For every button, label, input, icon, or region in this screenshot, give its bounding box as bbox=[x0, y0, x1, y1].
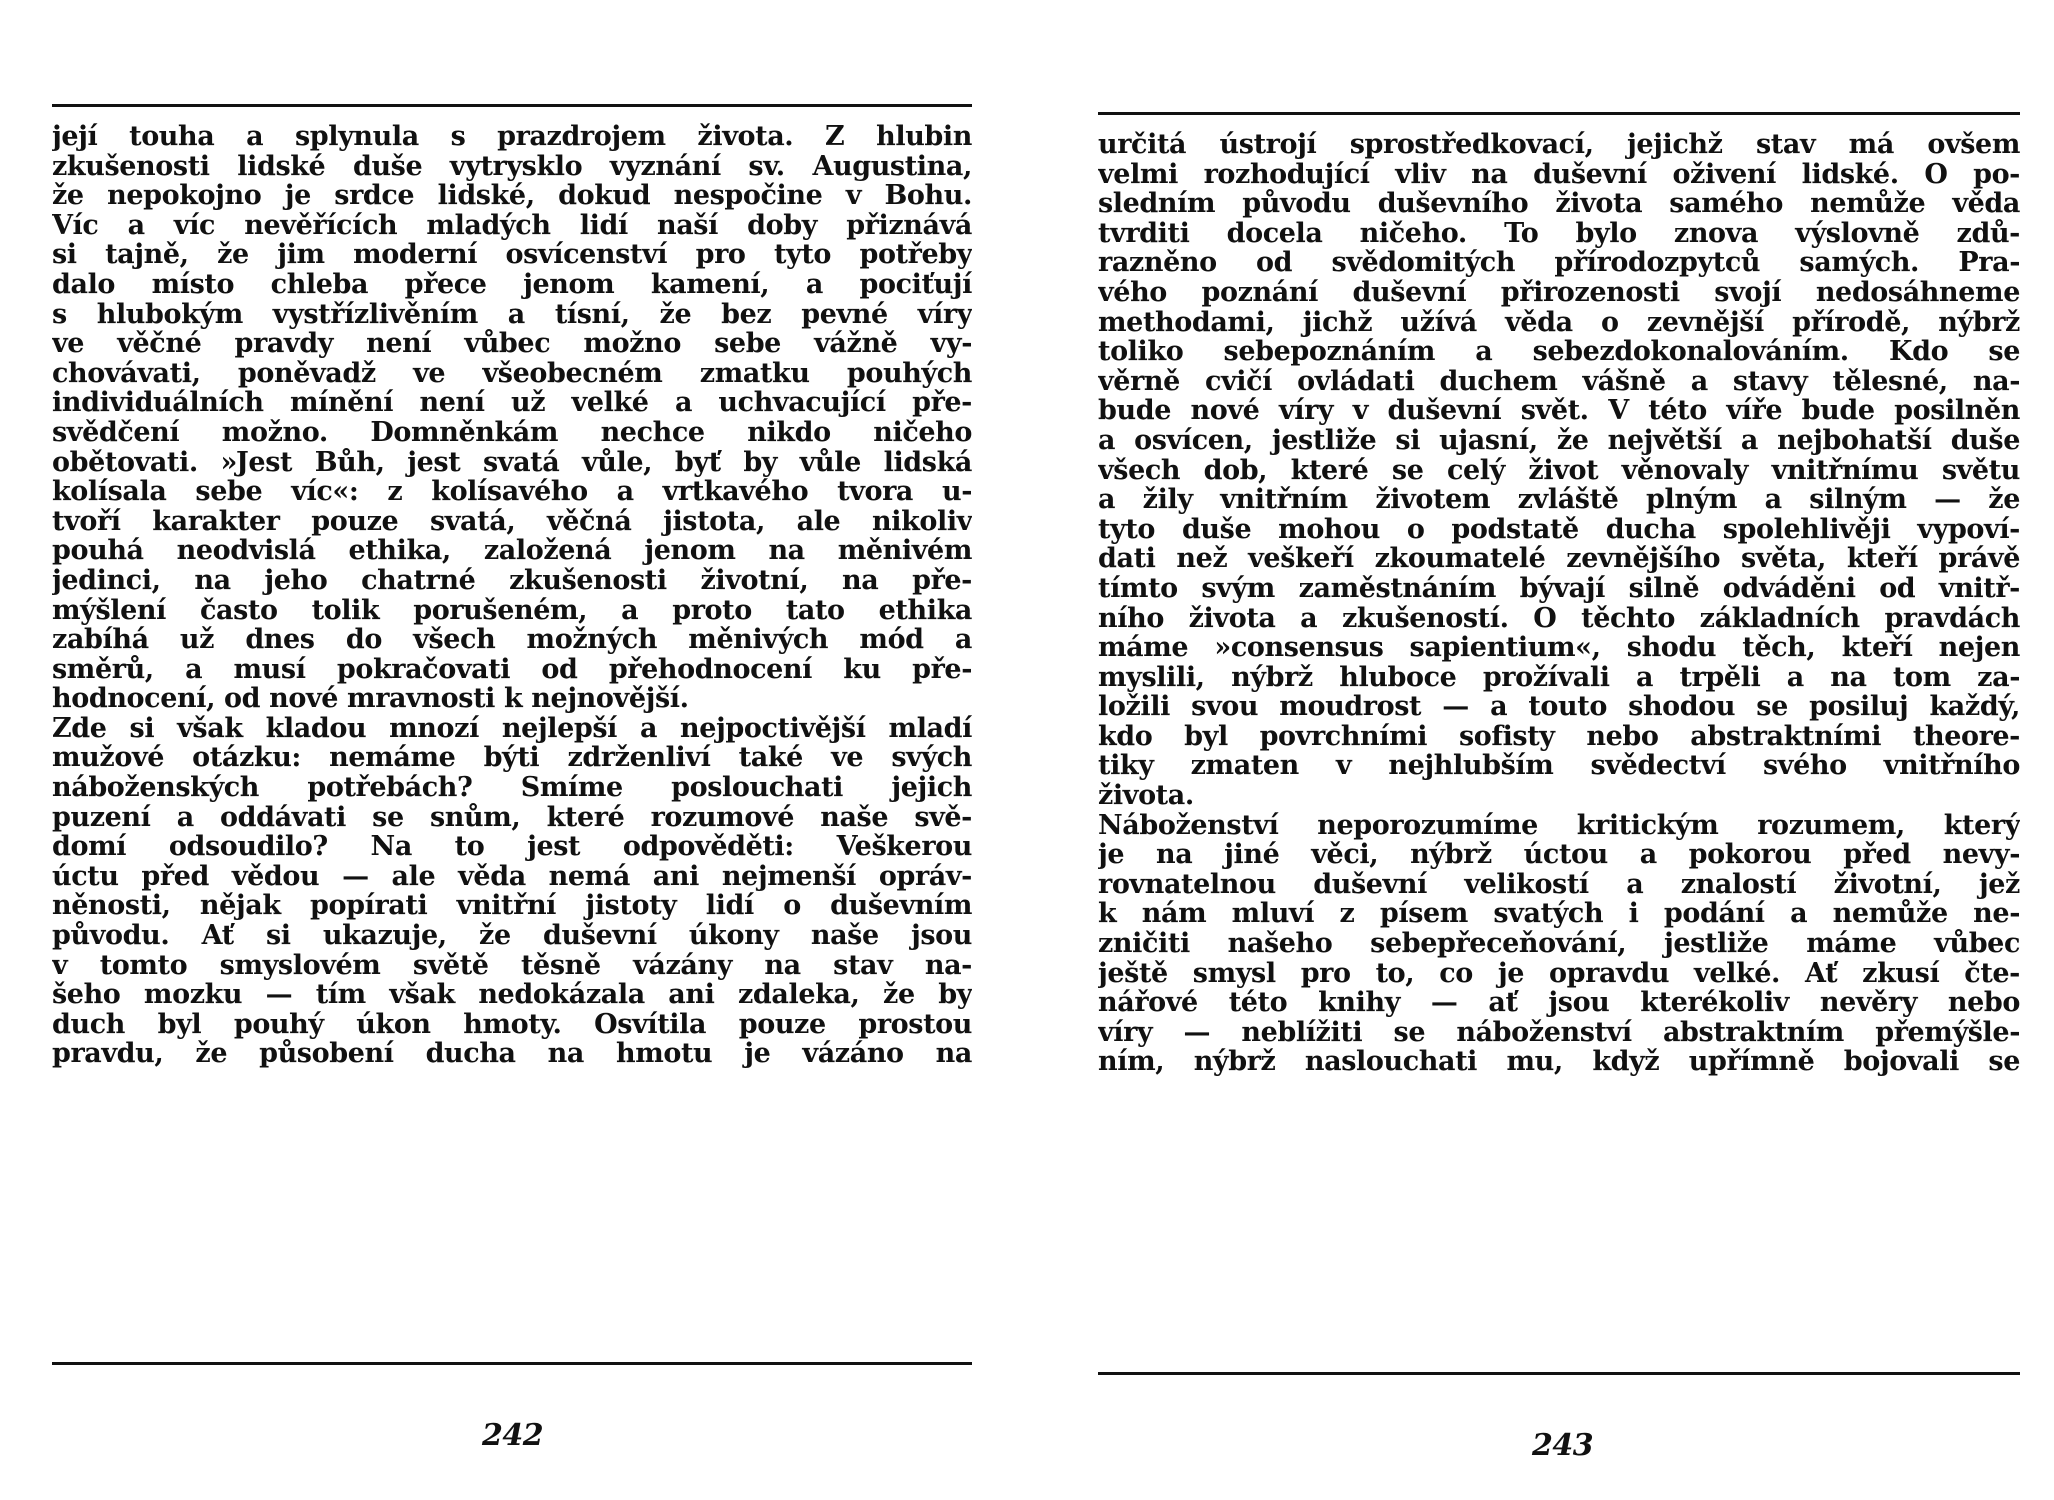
text-line: duch byl pouhý úkon hmoty. Osvítila pouze prostou bbox=[52, 1009, 972, 1040]
text-line: života. bbox=[1098, 781, 1194, 811]
text-line: vého poznání duševní přirozenosti svojí nedosáhneme bbox=[1098, 277, 2020, 308]
text-line: úctu před vědou — ale věda nemá ani nejmenší opráv- bbox=[52, 861, 972, 892]
text-line: svědčení možno. Domněnkám nechce nikdo ničeho bbox=[52, 417, 972, 448]
text-line: tvrditi docela ničeho. To bylo znova výslovně zdů- bbox=[1098, 218, 2020, 249]
text-line: zkušenosti lidské duše vytrysklo vyznání sv. Augustina, bbox=[52, 151, 972, 182]
left-page bbox=[52, 0, 972, 1500]
text-line: pravdu, že působení ducha na hmotu je vázáno na bbox=[52, 1039, 972, 1069]
text-line: Víc a víc nevěřících mladých lidí naší doby přiznává bbox=[52, 210, 972, 241]
text-line: toliko sebepoznáním a sebezdokonalováním. Kdo se bbox=[1098, 337, 2020, 367]
text-line: Náboženství neporozumíme kritickým rozumem, který bbox=[1098, 810, 2020, 841]
text-line: methodami, jichž užívá věda o zevnější přírodě, nýbrž bbox=[1098, 307, 2020, 338]
right-page-number: 243 bbox=[1532, 1428, 1594, 1463]
text-line: tyto duše mohou o podstatě ducha spolehlivěji vypoví- bbox=[1098, 514, 2020, 545]
right-page-bottom-rule bbox=[1098, 1372, 2020, 1375]
right-page-body-text bbox=[1098, 130, 2020, 1077]
text-line: zabíhá už dnes do všech možných měnivých mód a bbox=[52, 625, 972, 655]
text-line: myslili, nýbrž hluboce prožívali a trpěli a na tom za- bbox=[1098, 662, 2020, 693]
text-line: razněno od svědomitých přírodozpytců samých. Pra- bbox=[1098, 248, 2020, 278]
text-line: tiky zmaten v nejhlubším svědectví svého vnitřního bbox=[1098, 751, 2020, 782]
text-line: mýšlení často tolik porušeném, a proto tato ethika bbox=[52, 595, 972, 626]
text-line: sledním původu duševního života samého nemůže věda bbox=[1098, 189, 2020, 219]
text-line: a žily vnitřním životem zvláště plným a silným — že bbox=[1098, 485, 2020, 515]
left-page-top-rule bbox=[52, 104, 972, 107]
text-line: domí odsoudilo? Na to jest odpověděti: Veškerou bbox=[52, 832, 972, 862]
text-line: rovnatelnou duševní velikostí a znalostí životní, jež bbox=[1098, 869, 2020, 900]
text-line: jedinci, na jeho chatrné zkušenosti životní, na pře- bbox=[52, 565, 972, 596]
text-line: směrů, a musí pokračovati od přehodnocení ku pře- bbox=[52, 654, 972, 685]
text-line: ještě smysl pro to, co je opravdu velké. Ať zkusí čte- bbox=[1098, 958, 2020, 989]
text-line: dati než veškeří zkoumatelé zevnějšího světa, kteří právě bbox=[1098, 544, 2020, 574]
left-page-number: 242 bbox=[482, 1418, 544, 1453]
text-line: ve věčné pravdy není vůbec možno sebe vážně vy- bbox=[52, 329, 972, 359]
left-page-body-text bbox=[52, 122, 972, 1069]
text-line: Zde si však kladou mnozí nejlepší a nejpoctivější mladí bbox=[52, 713, 972, 744]
text-line: šeho mozku — tím však nedokázala ani zdaleka, že by bbox=[52, 980, 972, 1010]
text-line: dalo místo chleba přece jenom kamení, a pociťují bbox=[52, 269, 972, 300]
text-line: původu. Ať si ukazuje, že duševní úkony naše jsou bbox=[52, 921, 972, 951]
text-line: ložili svou moudrost — a touto shodou se posiluj každý, bbox=[1098, 692, 2020, 722]
right-page-top-rule bbox=[1098, 112, 2020, 115]
text-line: ním, nýbrž naslouchati mu, když upřímně bojovali se bbox=[1098, 1047, 2020, 1077]
text-line: chovávati, poněvadž ve všeobecném zmatku pouhých bbox=[52, 358, 972, 389]
text-line: určitá ústrojí sprostředkovací, jejichž stav má ovšem bbox=[1098, 130, 2020, 160]
text-line: náboženských potřebách? Smíme poslouchati jejich bbox=[52, 773, 972, 803]
text-line: pouhá neodvislá ethika, založená jenom na měnivém bbox=[52, 536, 972, 566]
text-line: nářové této knihy — ať jsou kterékoliv nevěry nebo bbox=[1098, 988, 2020, 1018]
text-line: mužové otázku: nemáme býti zdrženliví také ve svých bbox=[52, 743, 972, 774]
text-line: kolísala sebe víc«: z kolísavého a vrtkavého tvora u- bbox=[52, 477, 972, 507]
text-line: zničiti našeho sebepřeceňování, jestliže máme vůbec bbox=[1098, 929, 2020, 959]
text-line: víry — neblížiti se náboženství abstraktním přemýšle- bbox=[1098, 1017, 2020, 1048]
left-page-bottom-rule bbox=[52, 1362, 972, 1365]
text-line: její touha a splynula s prazdrojem života. Z hlubin bbox=[52, 122, 972, 152]
text-line: v tomto smyslovém světě těsně vázány na stav na- bbox=[52, 950, 972, 981]
text-line: tímto svým zaměstnáním bývají silně odváděni od vnitř- bbox=[1098, 573, 2020, 604]
text-line: a osvícen, jestliže si ujasní, že největší a nejbohatší duše bbox=[1098, 425, 2020, 456]
text-line: puzení a oddávati se snům, které rozumové naše svě- bbox=[52, 802, 972, 833]
text-line: k nám mluví z písem svatých i podání a nemůže ne- bbox=[1098, 899, 2020, 930]
text-line: je na jiné věci, nýbrž úctou a pokorou před nevy- bbox=[1098, 840, 2020, 870]
text-line: něnosti, nějak popírati vnitřní jistoty lidí o duševním bbox=[52, 891, 972, 922]
text-line: že nepokojno je srdce lidské, dokud nespočine v Bohu. bbox=[52, 181, 972, 211]
text-line: všech dob, které se celý život věnovaly vnitřnímu světu bbox=[1098, 455, 2020, 486]
text-line: bude nové víry v duševní svět. V této víře bude posilněn bbox=[1098, 396, 2020, 426]
text-line: s hlubokým vystřízlivěním a tísní, že bez pevné víry bbox=[52, 299, 972, 330]
text-line: hodnocení, od nové mravnosti k nejnovější. bbox=[52, 684, 689, 714]
text-line: individuálních mínění není už velké a uchvacující pře- bbox=[52, 388, 972, 418]
text-line: si tajně, že jim moderní osvícenství pro tyto potřeby bbox=[52, 240, 972, 270]
right-page bbox=[1098, 0, 2020, 1500]
text-line: velmi rozhodující vliv na duševní oživení lidské. O po- bbox=[1098, 159, 2020, 190]
text-line: máme »consensus sapientium«, shodu těch, kteří nejen bbox=[1098, 633, 2020, 663]
text-line: obětovati. »Jest Bůh, jest svatá vůle, byť by vůle lidská bbox=[52, 447, 972, 478]
text-line: ního života a zkušeností. O těchto základních pravdách bbox=[1098, 603, 2020, 634]
text-line: tvoří karakter pouze svatá, věčná jistota, ale nikoliv bbox=[52, 506, 972, 537]
text-line: věrně cvičí ovládati duchem vášně a stavy tělesné, na- bbox=[1098, 366, 2020, 397]
text-line: kdo byl povrchními sofisty nebo abstraktními theore- bbox=[1098, 721, 2020, 752]
